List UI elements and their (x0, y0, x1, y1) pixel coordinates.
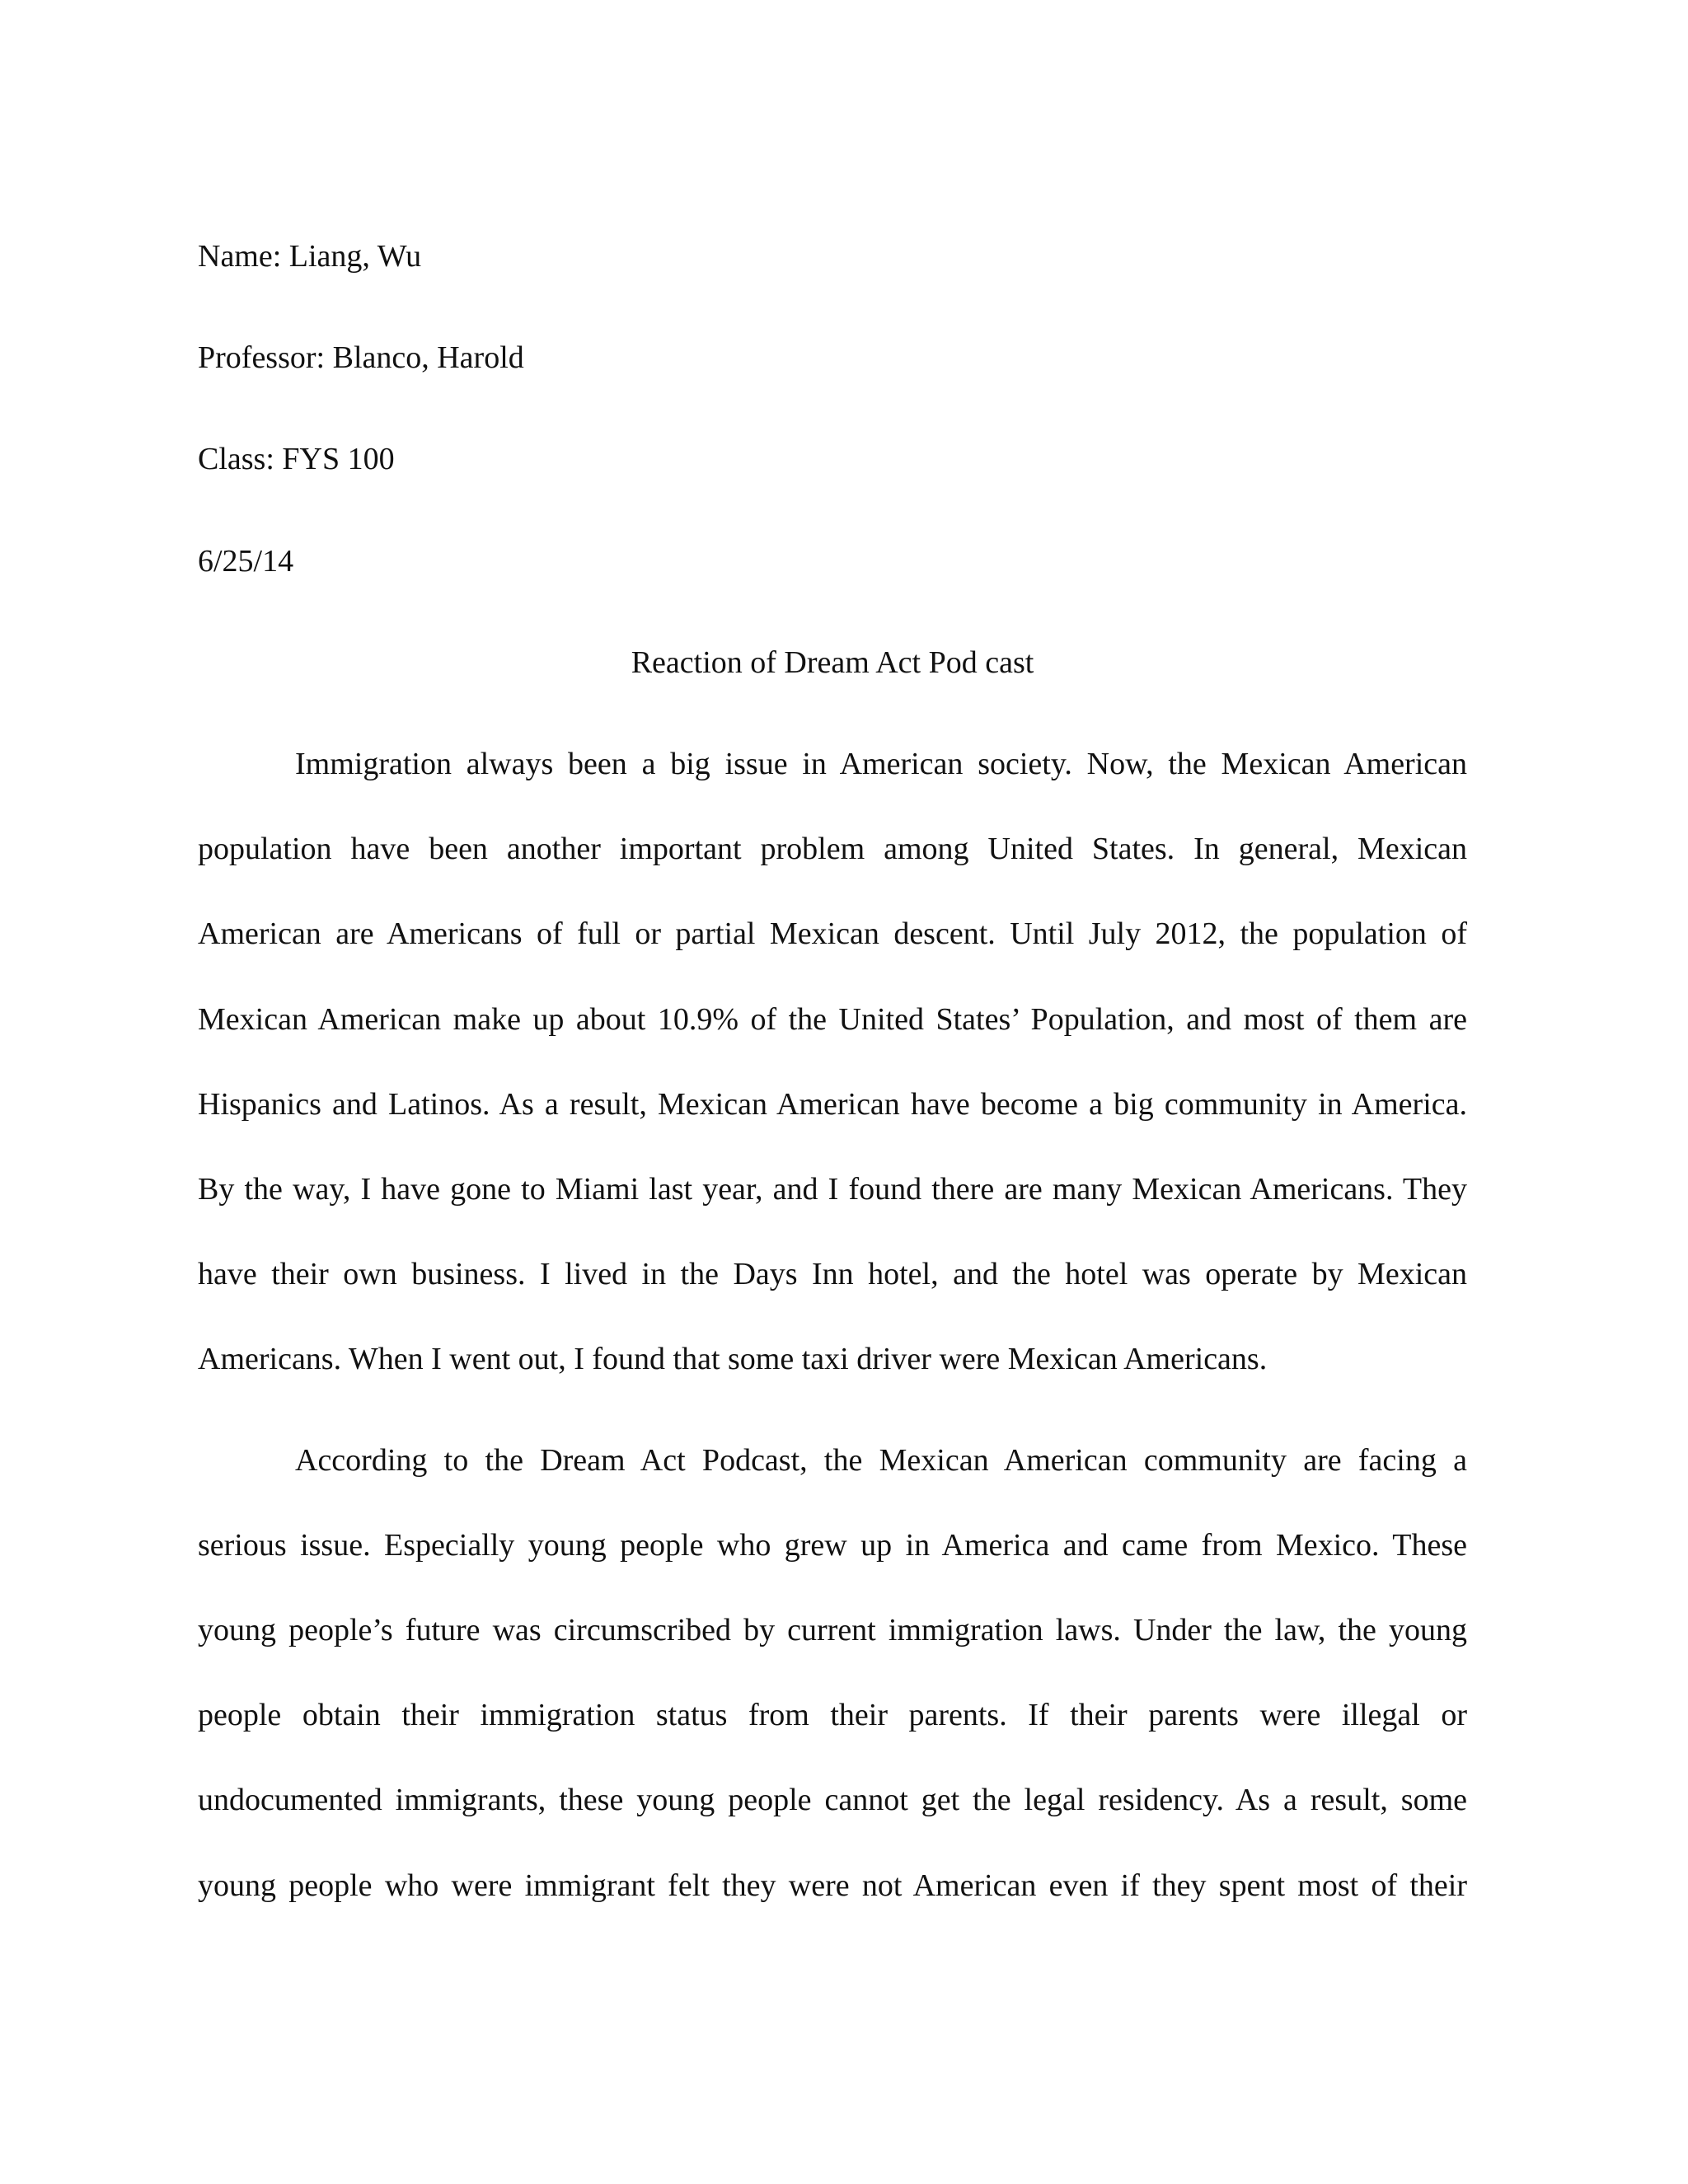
paragraph-line: By the way, I have gone to Miami last year, and I found there are many Mexican Americans. They (198, 1172, 1467, 1207)
document-date: 6/25/14 (198, 544, 294, 579)
document-title: Reaction of Dream Act Pod cast (631, 645, 1034, 680)
paragraph-line: Mexican American make up about 10.9% of the United States’ Population, and most of them are (198, 1002, 1467, 1037)
professor-name: Professor: Blanco, Harold (198, 340, 524, 375)
class-name: Class: FYS 100 (198, 442, 395, 476)
paragraph-line: American are Americans of full or partial Mexican descent. Until July 2012, the population of (198, 916, 1467, 951)
paragraph-line: young people who were immigrant felt they were not American even if they spent most of their (198, 1868, 1467, 1903)
paragraph-line: people obtain their immigration status from their parents. If their parents were illegal or (198, 1698, 1467, 1732)
paragraph-line: young people’s future was circumscribed by current immigration laws. Under the law, the young (198, 1613, 1467, 1647)
paragraph-line: Hispanics and Latinos. As a result, Mexican American have become a big community in America. (198, 1087, 1467, 1122)
paragraph-line: serious issue. Especially young people who grew up in America and came from Mexico. These (198, 1528, 1467, 1563)
paragraph-line: Americans. When I went out, I found that some taxi driver were Mexican Americans. (198, 1342, 1268, 1376)
paragraph-line: population have been another important problem among United States. In general, Mexican (198, 832, 1467, 866)
paragraph-line: undocumented immigrants, these young people cannot get the legal residency. As a result, some (198, 1783, 1467, 1817)
paragraph-line: have their own business. I lived in the Days Inn hotel, and the hotel was operate by Mexican (198, 1257, 1467, 1291)
student-name: Name: Liang, Wu (198, 239, 422, 274)
paragraph-line: According to the Dream Act Podcast, the Mexican American community are facing a (295, 1443, 1467, 1478)
paragraph-line: Immigration always been a big issue in American society. Now, the Mexican American (295, 747, 1467, 781)
